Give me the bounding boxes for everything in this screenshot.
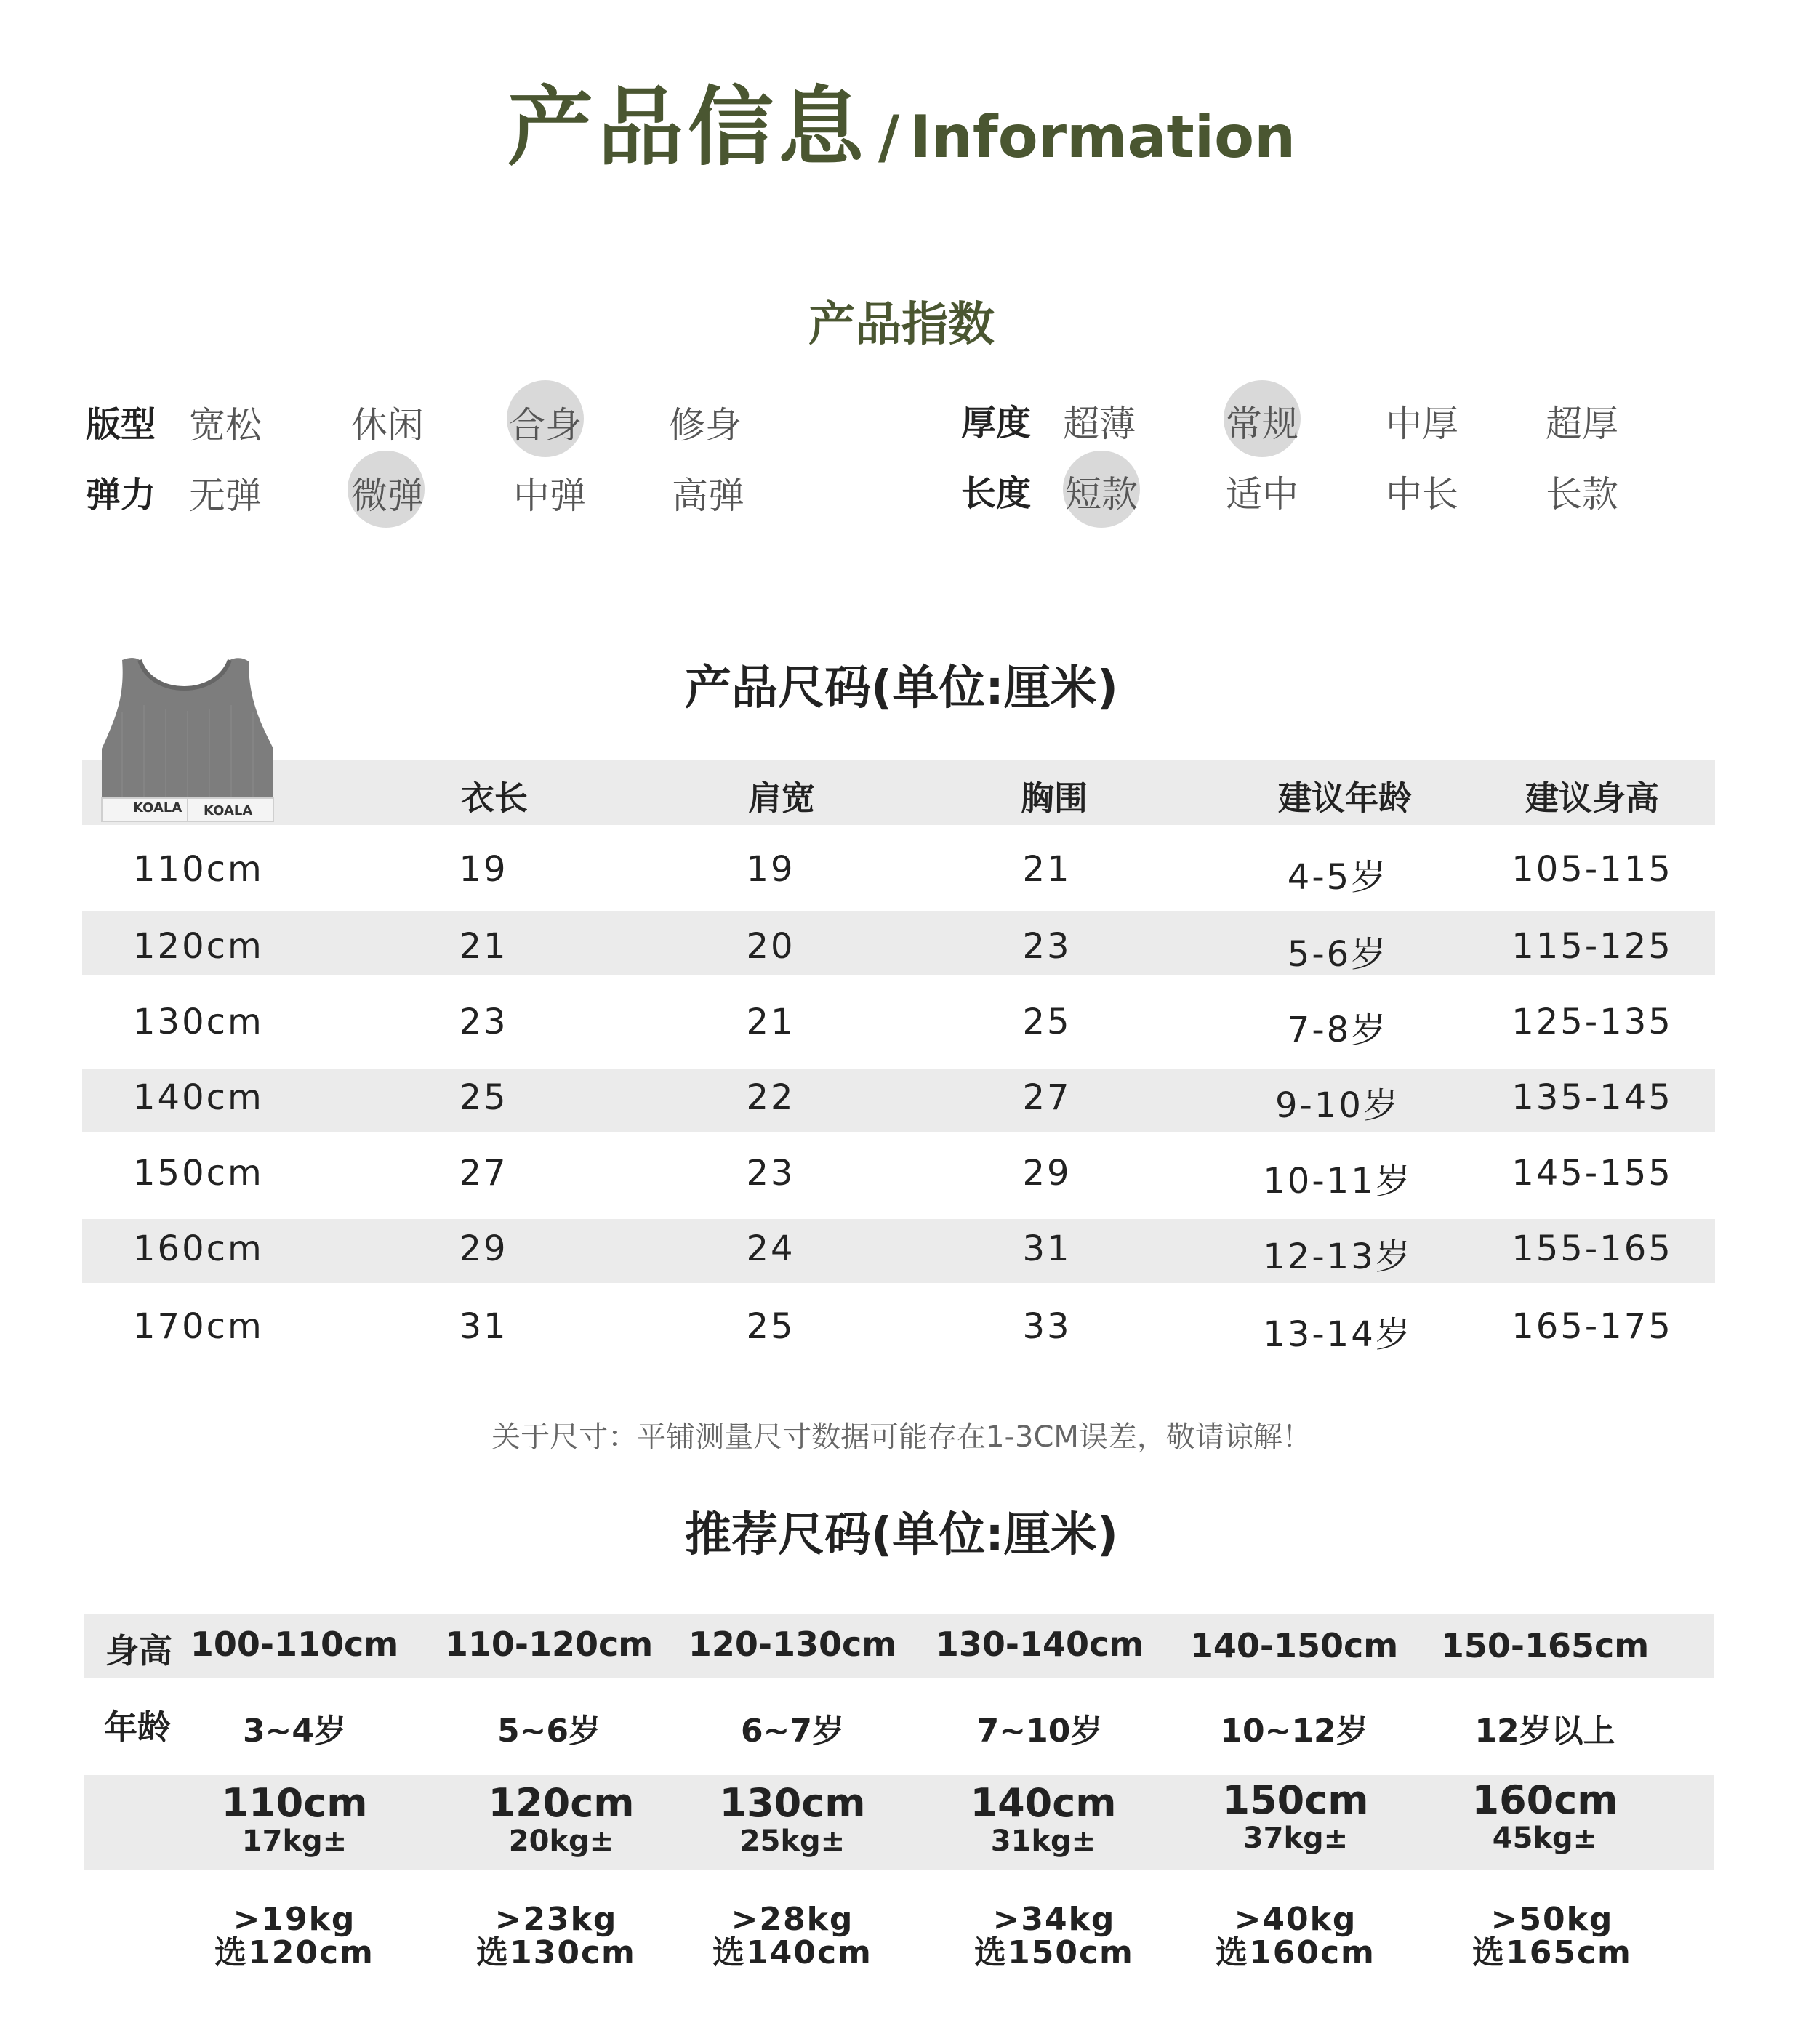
page-title-separator: / bbox=[878, 103, 900, 171]
table-cell: 29 bbox=[1022, 1153, 1072, 1194]
index-option-selected: 合身 bbox=[509, 404, 582, 446]
over-weight-cell bbox=[683, 1903, 902, 1970]
table-cell: 9-10岁 bbox=[1275, 1085, 1400, 1126]
over-weight-cell bbox=[447, 1903, 665, 1970]
table-cell: 13-14岁 bbox=[1263, 1314, 1413, 1355]
index-option: 宽松 bbox=[189, 404, 262, 446]
table-cell: 21 bbox=[1022, 849, 1072, 890]
over-weight: >50kg bbox=[1490, 1901, 1614, 1938]
table-cell: 33 bbox=[1022, 1306, 1072, 1347]
recommended-weight: 37kg± bbox=[1242, 1822, 1349, 1855]
table-cell: 115-125 bbox=[1511, 926, 1673, 967]
height-range: 150-165cm bbox=[1440, 1626, 1650, 1665]
index-label-length: 长度 bbox=[961, 473, 1032, 514]
index-option: 适中 bbox=[1226, 473, 1298, 515]
table-cell: 25 bbox=[1022, 1002, 1072, 1042]
product-image-tank-top bbox=[93, 654, 282, 826]
table-cell: 29 bbox=[459, 1228, 508, 1269]
size-label: 130cm bbox=[133, 1002, 264, 1042]
choose-size: 选120cm bbox=[214, 1934, 374, 1971]
table-row-band bbox=[82, 911, 1715, 975]
height-range: 120-130cm bbox=[688, 1625, 897, 1664]
recommended-size: 160cm bbox=[1471, 1777, 1618, 1823]
table-cell: 4-5岁 bbox=[1287, 857, 1389, 898]
table-cell: 21 bbox=[746, 1002, 795, 1042]
index-option-selected: 短款 bbox=[1065, 473, 1138, 515]
table-cell: 5-6岁 bbox=[1287, 934, 1389, 975]
index-option-selected: 微弹 bbox=[351, 475, 424, 517]
table-cell: 105-115 bbox=[1511, 849, 1673, 890]
index-option-selected: 常规 bbox=[1226, 403, 1298, 445]
table-cell: 27 bbox=[1022, 1077, 1072, 1118]
index-label-thickness: 厚度 bbox=[961, 403, 1032, 443]
size-weight-cell bbox=[1186, 1779, 1405, 1855]
page-title-en: Information bbox=[909, 103, 1296, 171]
column-header: 胸围 bbox=[1021, 778, 1088, 818]
recommended-size: 110cm bbox=[221, 1780, 368, 1826]
age-range: 6~7岁 bbox=[740, 1713, 845, 1750]
over-weight: >23kg bbox=[494, 1901, 618, 1938]
table-cell: 23 bbox=[746, 1153, 795, 1194]
recommended-size: 130cm bbox=[719, 1780, 866, 1826]
size-weight-cell bbox=[683, 1782, 902, 1858]
table-cell: 31 bbox=[459, 1306, 508, 1347]
recommended-weight: 45kg± bbox=[1492, 1822, 1598, 1855]
index-option: 中弹 bbox=[513, 475, 586, 517]
product-logo-text: KOALA bbox=[204, 803, 253, 818]
table-cell: 20 bbox=[746, 926, 795, 967]
choose-size: 选150cm bbox=[974, 1934, 1134, 1971]
size-label: 160cm bbox=[133, 1228, 264, 1269]
measurement-note: 关于尺寸：平铺测量尺寸数据可能存在1-3CM误差，敬请谅解！ bbox=[491, 1420, 1312, 1454]
recommended-weight: 31kg± bbox=[990, 1824, 1096, 1858]
age-range: 5~6岁 bbox=[497, 1713, 601, 1750]
recommended-size: 150cm bbox=[1222, 1777, 1369, 1823]
table-cell: 22 bbox=[746, 1077, 795, 1118]
table-cell: 19 bbox=[459, 849, 508, 890]
table-cell: 19 bbox=[746, 849, 795, 890]
over-weight: >40kg bbox=[1234, 1901, 1357, 1938]
over-weight: >28kg bbox=[731, 1901, 854, 1938]
size-label: 150cm bbox=[133, 1153, 264, 1194]
page-title-zh: 产品信息 bbox=[507, 77, 868, 177]
index-option: 休闲 bbox=[351, 404, 424, 446]
index-option: 高弹 bbox=[672, 475, 744, 517]
page-title bbox=[0, 58, 1803, 182]
table-row-band bbox=[82, 1069, 1715, 1132]
column-header: 肩宽 bbox=[748, 778, 815, 818]
index-label-elasticity: 弹力 bbox=[86, 475, 156, 515]
over-weight-cell bbox=[1443, 1903, 1661, 1970]
column-header: 建议身高 bbox=[1525, 778, 1659, 818]
choose-size: 选160cm bbox=[1216, 1934, 1376, 1971]
size-label: 170cm bbox=[133, 1306, 264, 1347]
index-option: 中长 bbox=[1386, 473, 1458, 515]
table-cell: 27 bbox=[459, 1153, 508, 1194]
over-weight: >19kg bbox=[233, 1901, 356, 1938]
size-weight-cell bbox=[934, 1782, 1152, 1858]
choose-size: 选165cm bbox=[1472, 1934, 1632, 1971]
recommended-weight: 25kg± bbox=[739, 1824, 846, 1858]
column-header: 建议年龄 bbox=[1278, 778, 1412, 818]
height-range: 110-120cm bbox=[444, 1625, 654, 1664]
table-cell: 21 bbox=[459, 926, 508, 967]
table-cell: 12-13岁 bbox=[1263, 1236, 1413, 1277]
over-weight: >34kg bbox=[992, 1901, 1116, 1938]
age-label: 年龄 bbox=[104, 1707, 171, 1747]
index-label-fit: 版型 bbox=[86, 404, 156, 445]
table-header-band bbox=[82, 760, 1715, 825]
table-cell: 24 bbox=[746, 1228, 795, 1269]
recommended-weight: 20kg± bbox=[508, 1824, 614, 1858]
table-cell: 31 bbox=[1022, 1228, 1072, 1269]
index-option: 超厚 bbox=[1546, 403, 1618, 445]
size-label: 110cm bbox=[133, 849, 264, 890]
height-label: 身高 bbox=[105, 1631, 172, 1670]
index-option: 超薄 bbox=[1063, 403, 1136, 445]
table-cell: 25 bbox=[746, 1306, 795, 1347]
size-weight-cell bbox=[1436, 1779, 1654, 1855]
product-logo-text: KOALA bbox=[133, 800, 182, 816]
table-cell: 145-155 bbox=[1511, 1153, 1673, 1194]
age-range: 3~4岁 bbox=[242, 1713, 347, 1750]
column-header: 衣长 bbox=[461, 778, 528, 818]
size-label: 140cm bbox=[133, 1077, 264, 1118]
table-cell: 165-175 bbox=[1511, 1306, 1673, 1347]
recommended-title: 推荐尺码(单位:厘米) bbox=[684, 1508, 1119, 1562]
index-option: 修身 bbox=[669, 404, 742, 446]
height-range: 140-150cm bbox=[1189, 1626, 1399, 1665]
table-cell: 135-145 bbox=[1511, 1077, 1673, 1118]
recommended-size: 120cm bbox=[488, 1780, 635, 1826]
table-row-band bbox=[82, 1219, 1715, 1283]
table-cell: 125-135 bbox=[1511, 1002, 1673, 1042]
size-table-title: 产品尺码(单位:厘米) bbox=[684, 661, 1119, 715]
index-option: 无弹 bbox=[189, 475, 262, 517]
product-index-title: 产品指数 bbox=[808, 298, 995, 352]
age-range: 12岁以上 bbox=[1474, 1713, 1615, 1750]
index-option: 长款 bbox=[1546, 473, 1618, 515]
table-cell: 23 bbox=[459, 1002, 508, 1042]
table-cell: 23 bbox=[1022, 926, 1072, 967]
choose-size: 选130cm bbox=[476, 1934, 636, 1971]
choose-size: 选140cm bbox=[712, 1934, 872, 1971]
table-cell: 10-11岁 bbox=[1263, 1161, 1413, 1202]
height-range: 100-110cm bbox=[190, 1625, 399, 1664]
over-weight-cell bbox=[1186, 1903, 1405, 1970]
height-range: 130-140cm bbox=[935, 1625, 1144, 1664]
table-cell: 25 bbox=[459, 1077, 508, 1118]
age-range: 7~10岁 bbox=[976, 1713, 1103, 1750]
table-cell: 155-165 bbox=[1511, 1228, 1673, 1269]
recommended-size: 140cm bbox=[970, 1780, 1117, 1826]
table-cell: 7-8岁 bbox=[1287, 1010, 1389, 1050]
recommended-weight: 17kg± bbox=[241, 1824, 348, 1858]
age-range: 10~12岁 bbox=[1220, 1713, 1368, 1750]
size-weight-cell bbox=[452, 1782, 670, 1858]
over-weight-cell bbox=[945, 1903, 1163, 1970]
over-weight-cell bbox=[185, 1903, 403, 1970]
size-label: 120cm bbox=[133, 926, 264, 967]
index-option: 中厚 bbox=[1386, 403, 1458, 445]
size-weight-cell bbox=[185, 1782, 403, 1858]
